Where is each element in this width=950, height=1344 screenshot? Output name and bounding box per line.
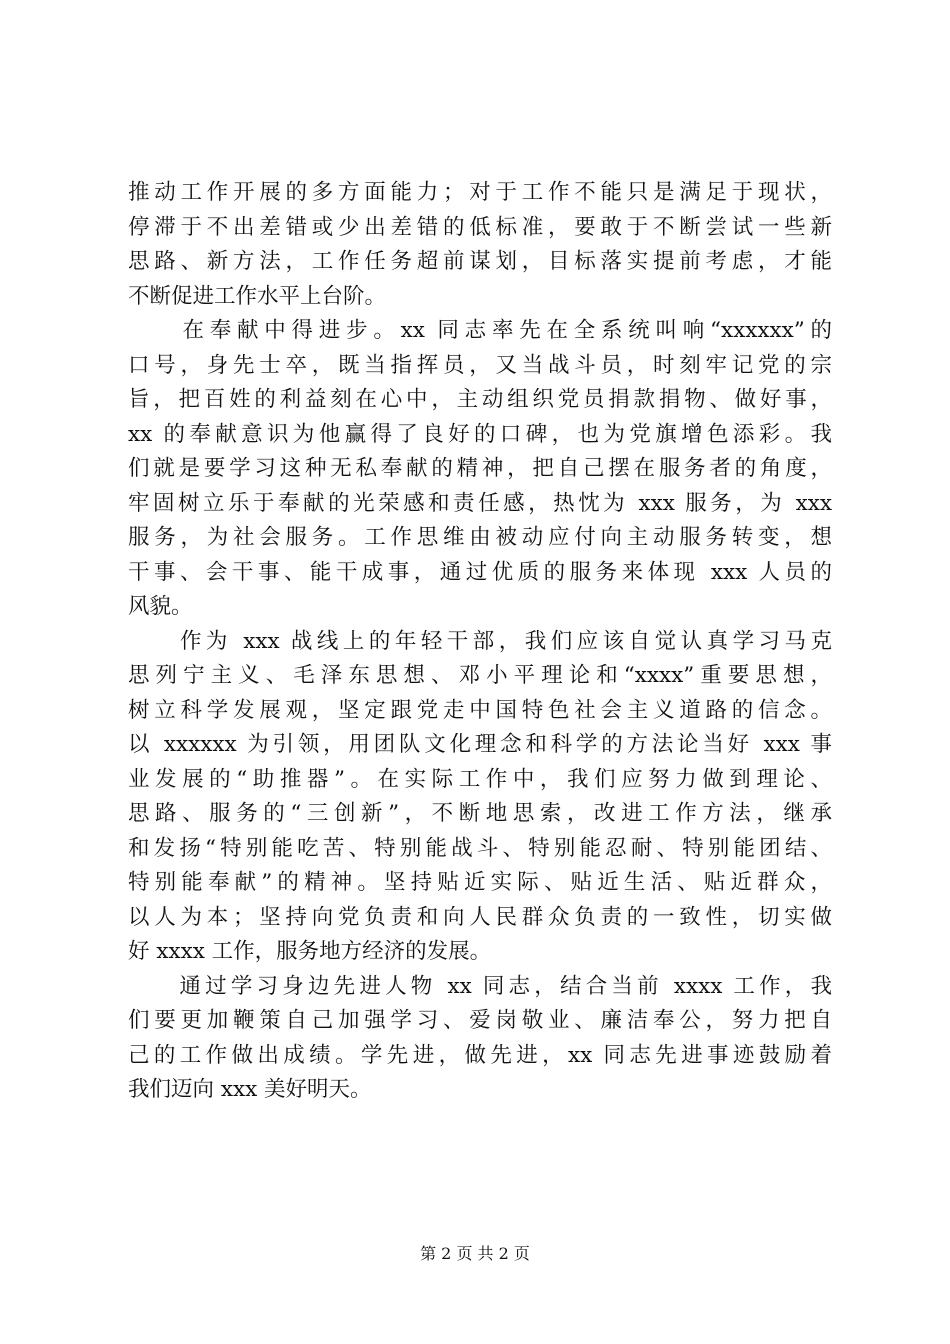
text-line: 树立科学发展观，坚定跟党走中国特色社会主义道路的信念。	[128, 697, 832, 723]
text-line: 们就是要学习这种无私奉献的精神，把自己摆在服务者的角度，	[128, 456, 832, 481]
text-line: 服务，为社会服务。工作思维由被动应付向主动服务转变，想	[128, 525, 832, 550]
text-line: 思路、新方法，工作任务超前谋划，目标落实提前考虑，才能	[128, 249, 832, 274]
text-line: 在奉献中得进步。xx 同志率先在全系统叫响“xxxxxx”的	[128, 318, 832, 343]
text-line: 作为 xxx 战线上的年轻干部，我们应该自觉认真学习马克	[128, 628, 832, 654]
text-line: 业发展的“助推器”。在实际工作中，我们应努力做到理论、	[128, 766, 832, 792]
text-line: 们要更加鞭策自己加强学习、爱岗敬业、廉洁奉公，努力把自	[128, 1008, 832, 1033]
text-line: 思路、服务的“三创新”，不断地思索，改进工作方法，继承	[128, 801, 832, 826]
text-line: 干事、会干事、能干成事，通过优质的服务来体现 xxx 人员的	[128, 559, 832, 585]
text-line: 以人为本；坚持向党负责和向人民群众负责的一致性，切实做	[128, 904, 832, 930]
text-line: 特别能奉献”的精神。坚持贴近实际、贴近生活、贴近群众，	[128, 870, 832, 895]
text-line: 我们迈向 xxx 美好明天。	[128, 1077, 372, 1102]
text-line: 好 xxxx 工作，服务地方经济的发展。	[128, 939, 492, 964]
text-line: 口号，身先士卒，既当指挥员，又当战斗员，时刻牢记党的宗	[128, 352, 832, 378]
text-line: 和发扬“特别能吃苦、特别能战斗、特别能忍耐、特别能团结、	[128, 835, 832, 861]
page-footer: 第 2 页 共 2 页	[420, 1244, 530, 1263]
document-body	[128, 176, 832, 1108]
text-line: 以 xxxxxx 为引领，用团队文化理念和科学的方法论当好 xxx 事	[128, 732, 832, 757]
text-line: 推动工作开展的多方面能力；对于工作不能只是满足于现状，	[128, 180, 832, 205]
text-line: 牢固树立乐于奉献的光荣感和责任感，热忱为 xxx 服务，为 xxx	[128, 490, 832, 516]
text-line: 风貌。	[128, 594, 193, 619]
text-line: 旨，把百姓的利益刻在心中，主动组织党员捐款捐物、做好事，	[128, 387, 832, 412]
text-line: 不断促进工作水平上台阶。	[128, 283, 387, 309]
text-line: 己的工作做出成绩。学先进，做先进，xx 同志先进事迹鼓励着	[128, 1042, 832, 1068]
text-line: 思列宁主义、毛泽东思想、邓小平理论和“xxxx”重要思想，	[128, 663, 832, 688]
text-line: 停滞于不出差错或少出差错的低标准，要敢于不断尝试一些新	[128, 214, 832, 240]
text-line: 通过学习身边先进人物 xx 同志，结合当前 xxxx 工作，我	[128, 973, 832, 999]
text-line: xx 的奉献意识为他赢得了良好的口碑，也为党旗增色添彩。我	[128, 421, 832, 447]
